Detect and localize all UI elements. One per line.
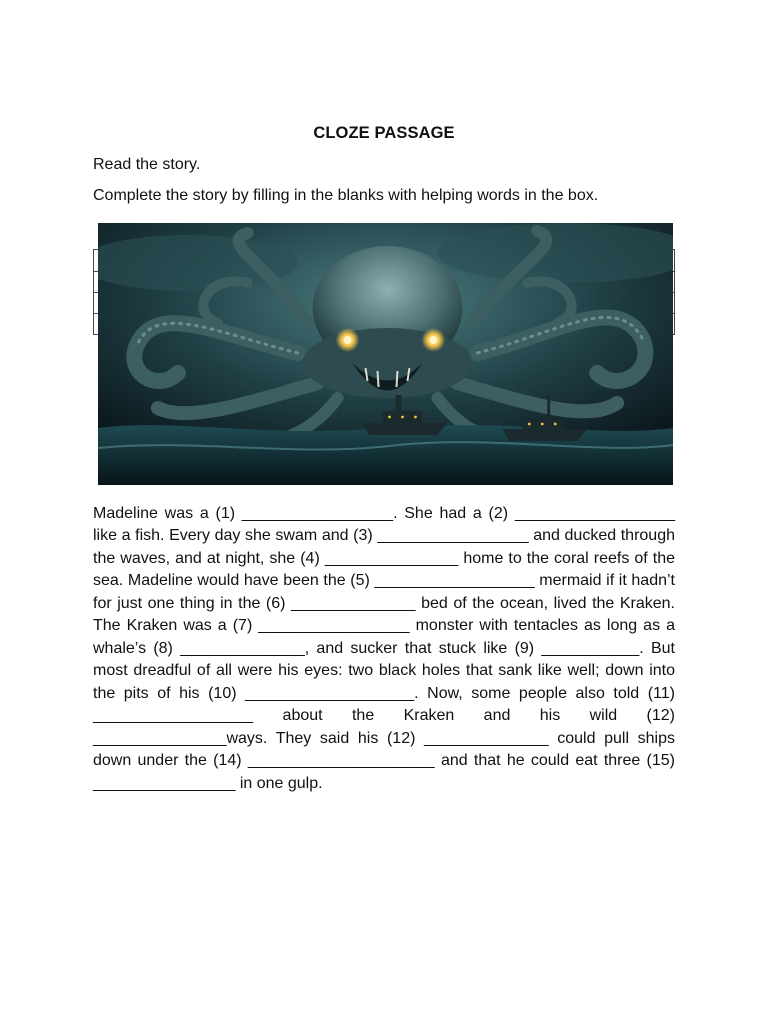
worksheet: [93, 124, 675, 795]
instruction-complete: Complete the story by filling in the blanks with helping words in the box.: [93, 186, 599, 204]
page-title: CLOZE PASSAGE: [313, 124, 455, 142]
kraken-illustration: [98, 223, 673, 485]
word-box-with-image: [93, 223, 675, 485]
kraken-image: [98, 223, 673, 485]
story-passage: Madeline was a (1) _________________. She had a (2) __________________ like a fish. Every day she swam and (3) _________________ and ducked through the waves, and at night, she (4) _______________ home to the coral reefs of the sea. Madeline would have been the (5) __________________ mermaid if it hadn’t for just one thing in the (6) ______________ bed of the ocean, lived the Kraken. The Kraken was a (7) _________________ monster with tentacles as long as a whale’s (8) ______________, and sucker that stuck like (9) ___________. But most dreadful of all were his eyes: two black holes that sank like well; down into the pits of his (10) ___________________. Now, some people also told (11) __________________ about the Kraken and his wild (12) _______________ways. They said his (12) ______________ could pull ships down under the (14) _____________________ and that he could eat three (15) ________________ in one gulp.: [93, 504, 675, 792]
instruction-read: Read the story.: [93, 156, 201, 173]
